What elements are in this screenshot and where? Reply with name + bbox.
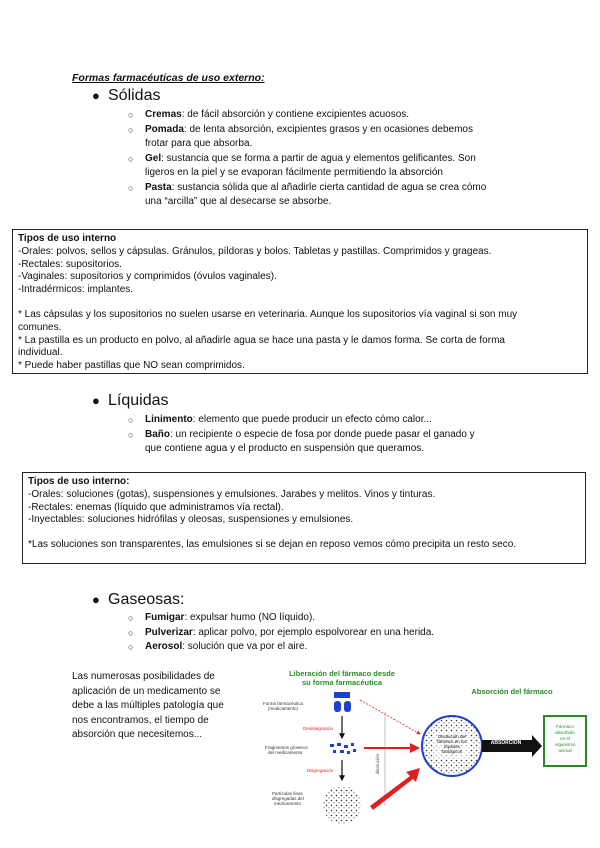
box-line: -Orales: polvos, sellos y cápsulas. Gránulos, píldoras y bolos. Tabletas y pastillas. Comprimidos y grageas.: [18, 245, 492, 257]
label-vertical: disolución: [375, 753, 380, 774]
label-fragmentos-2: del medicamento: [268, 750, 303, 755]
circle-bullet-icon: ○: [128, 110, 134, 120]
capsule-icon: [344, 701, 351, 712]
fine-particles-icon: [323, 786, 361, 824]
box-note: * Las cápsulas y los supositorios no suelen usarse en veterinaria. Aunque los supositorios vía vaginal si son muy: [18, 308, 518, 320]
box-note: * La pastilla es un producto en polvo, al añadirle agua se hace una pasta y le damos forma. Se corta de forma: [18, 334, 505, 346]
fig-title-right: Absorción del fármaco: [471, 687, 553, 696]
liquidas-title: ● Líquidas: [92, 392, 169, 409]
box-line: -Orales: soluciones (gotas), suspensiones y emulsiones. Jarabes y melitos. Vinos y tinturas.: [28, 488, 436, 500]
label-disgregacion: Disgregación: [306, 768, 334, 773]
list-item-pulverizar: ○ Pulverizar: aplicar polvo, por ejemplo espolvorear en una herida.: [128, 626, 528, 641]
bullet-icon: ●: [92, 393, 100, 408]
list-item-aerosol: ○ Aerosol: solución que va por el aire.: [128, 640, 528, 655]
uso-interno-solidas-box: [12, 229, 588, 374]
label-box-1: Fármaco: [556, 724, 574, 729]
label-forma-2: (medicamento): [268, 706, 299, 711]
label-fragmentos-1: Fragmentos groseros: [265, 745, 308, 750]
label-finas-1: Partículas finas: [272, 791, 303, 796]
absorption-arrow-icon: [482, 735, 542, 757]
label-box-4: organismo: [554, 742, 576, 747]
fig-title-left-1: Liberación del fármaco desde: [289, 669, 395, 678]
solidas-list: [128, 108, 528, 210]
label-circle-1: Disolución del: [437, 734, 467, 739]
box-title: Tipos de uso interno:: [28, 476, 130, 487]
list-item-fumigar: ○ Fumigar: expulsar humo (NO líquido).: [128, 611, 528, 626]
circle-bullet-icon: ○: [128, 182, 134, 193]
circle-bullet-icon: ○: [128, 613, 134, 623]
fig-title-left-2: su forma farmacéutica: [301, 678, 383, 687]
liquidas-list: [128, 413, 528, 457]
circle-bullet-icon: ○: [128, 642, 134, 652]
fragments-icon: [330, 743, 356, 754]
circle-bullet-icon: ○: [128, 429, 134, 440]
box-line: -Vaginales: supositorios y comprimidos (óvulos vaginales).: [18, 271, 277, 283]
label-desintegracion: Desintegración: [302, 726, 334, 731]
label-box-3: en el: [560, 736, 570, 741]
list-item-gel: ○ Gel: sustancia que se forma a partir de agua y elementos gelificantes. Son ligeros en la piel y se evaporan fácilmente permitiendo la absorción: [128, 152, 476, 178]
red-dashed-arrow: [360, 700, 420, 734]
side-paragraph: Las numerosas posibilidades de aplicación de un medicamento se debe a las múltiples patología que nos encontramos, el tiempo de absorción que necesitemos...: [72, 671, 224, 740]
list-item-linimento: ○ Linimento: elemento que puede producir un efecto cómo calor...: [128, 413, 528, 428]
label-absorcion: ABSORCIÓN: [490, 740, 522, 746]
box-line: -Rectales: enemas (líquido que administramos vía rectal).: [28, 501, 284, 513]
solidas-title: ● Sólidas: [92, 87, 161, 104]
list-item-pasta: ○ Pasta: sustancia sólida que al añadirle cierta cantidad de agua se crea cómo una “arcilla” que al desecarse se absorbe.: [128, 181, 487, 207]
uso-interno-liquidas-box: [22, 472, 586, 564]
box-line: -Intradérmicos: implantes.: [18, 284, 134, 296]
label-circle-4: biológicos: [441, 749, 463, 754]
label-box-2: absorbido: [555, 730, 575, 735]
box-note: *Las soluciones son transparentes, las emulsiones si se dejan en reposo vemos cómo precipita un resto seco.: [28, 539, 517, 551]
box-line: -Rectales: supositorios.: [18, 258, 122, 270]
absorption-diagram: [260, 664, 590, 846]
bullet-icon: ●: [92, 592, 100, 607]
box-note: comunes.: [18, 321, 62, 333]
list-item-bano: ○ Baño: un recipiente o especie de fosa por donde puede pasar el ganado y que contiene agua y el producto en suspensión que queramos.: [128, 428, 475, 454]
box-title: Tipos de uso interno: [18, 233, 117, 244]
label-box-5: animal: [558, 748, 572, 753]
tablet-icon: [334, 692, 350, 698]
section-heading: Formas farmacéuticas de uso externo:: [72, 72, 265, 84]
label-circle-2: fármaco en los: [437, 739, 467, 744]
label-finas-3: medicamento: [274, 801, 302, 806]
box-note: * Puede haber pastillas que NO sean comprimidos.: [18, 360, 245, 372]
label-circle-3: líquidos: [444, 744, 460, 749]
gaseosas-list: [128, 611, 528, 655]
gaseosas-title: ● Gaseosas:: [92, 591, 185, 608]
circle-bullet-icon: ○: [128, 627, 134, 638]
box-line: -Inyectables: soluciones hidrófilas y oleosas, suspensiones y emulsiones.: [28, 514, 354, 526]
box-note: individual.: [18, 347, 63, 359]
label-finas-2: disgregadas del: [272, 796, 304, 801]
circle-bullet-icon: ○: [128, 124, 134, 135]
list-item-cremas: ○ Cremas: de fácil absorción y contiene excipientes acuosos.: [128, 108, 528, 123]
bullet-icon: ●: [92, 88, 100, 103]
capsule-icon: [334, 701, 341, 712]
circle-bullet-icon: ○: [128, 153, 134, 164]
label-forma-1: Forma farmacéutica: [263, 701, 304, 706]
circle-bullet-icon: ○: [128, 415, 134, 425]
list-item-pomada: ○ Pomada: de lenta absorción, excipientes grasos y en ocasiones debemos frotar para que absorba.: [128, 123, 473, 149]
